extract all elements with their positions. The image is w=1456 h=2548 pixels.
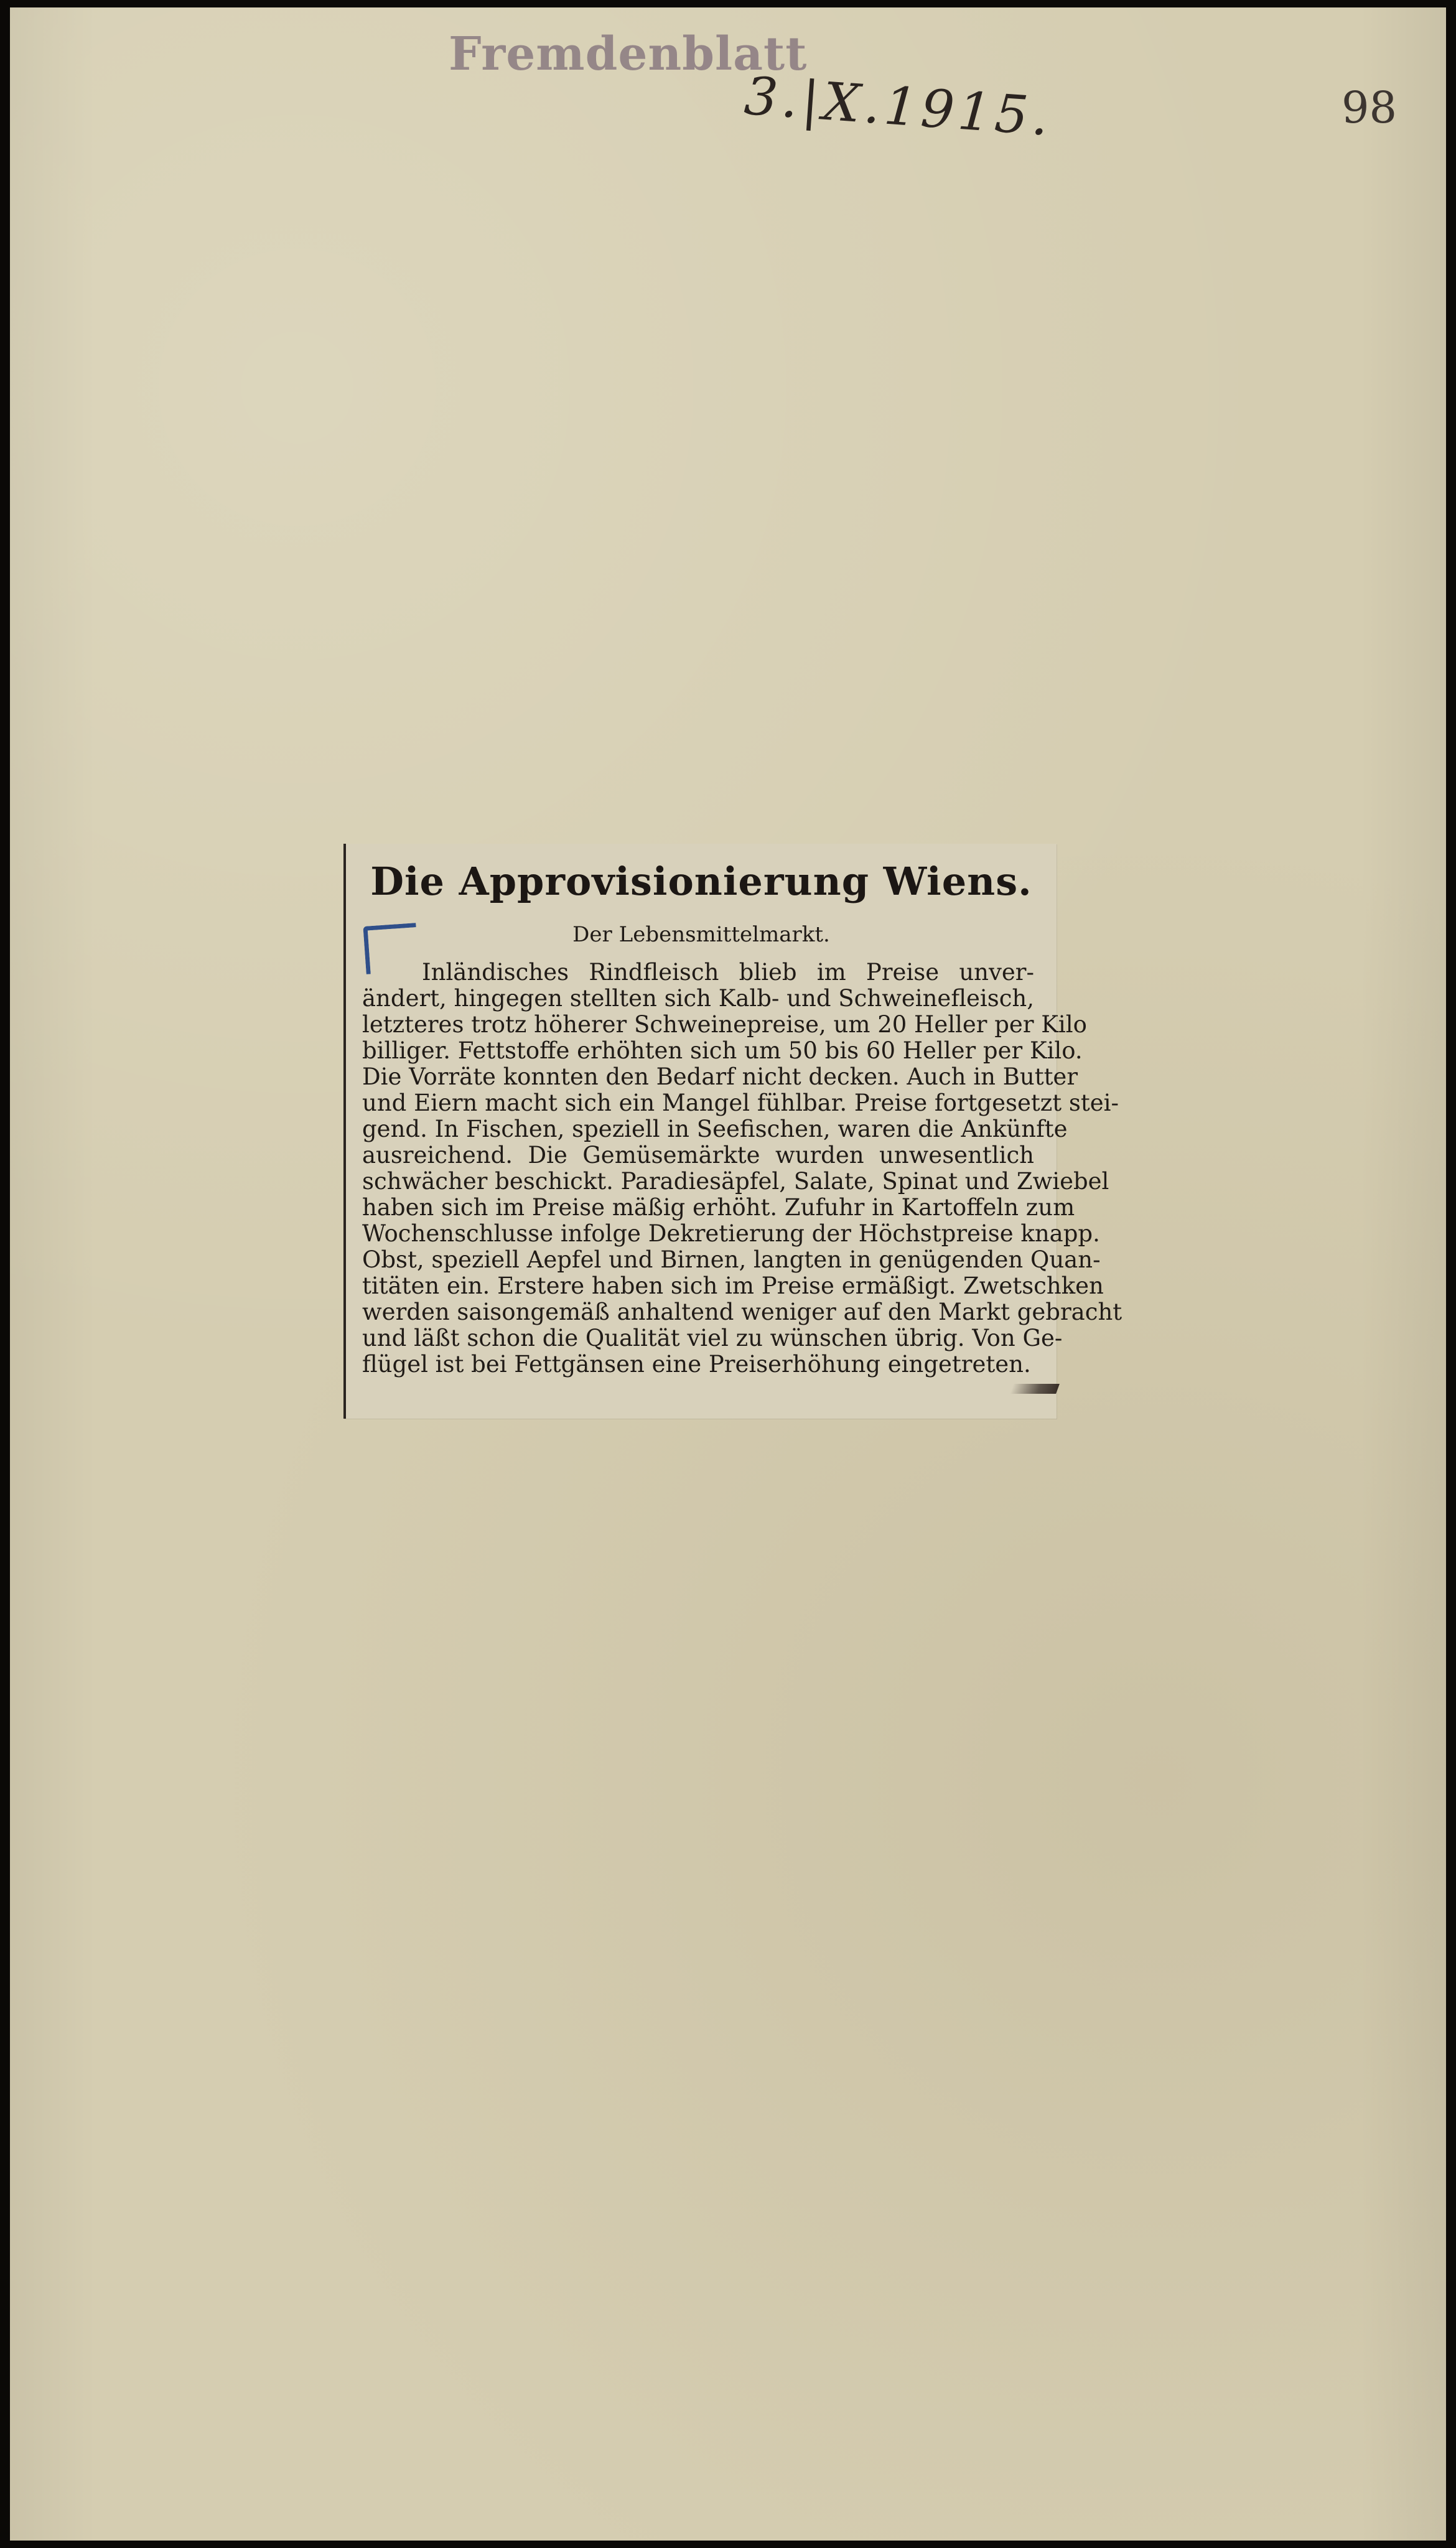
article-body	[362, 959, 1122, 1378]
newspaper-clipping	[343, 844, 1122, 1419]
article-line: Wochenschlusse infolge Dekretierung der Höchstpreise knapp.	[362, 1220, 1100, 1247]
article-line: billiger. Fettstoffe erhöhten sich um 50 bis 60 Heller per Kilo.	[362, 1037, 1083, 1064]
article-line: werden saisongemäß anhaltend weniger auf den Markt gebracht	[362, 1299, 1122, 1325]
article-line: titäten ein. Erstere haben sich im Preise ermäßigt. Zwetschken	[362, 1272, 1104, 1299]
newspaper-stamp: Fremdenblatt	[449, 27, 808, 81]
document-sheet	[10, 7, 1446, 2541]
article-line: schwächer beschickt. Paradiesäpfel, Salate, Spinat und Zwiebel	[362, 1168, 1109, 1195]
article-line: und läßt schon die Qualität viel zu wünschen übrig. Von Ge-	[362, 1325, 1063, 1351]
ink-flourish	[1010, 1384, 1060, 1394]
article-subtitle: Der Lebensmittelmarkt.	[572, 922, 830, 947]
article-line: Obst, speziell Aepfel und Birnen, langten in genügenden Quan-	[362, 1246, 1101, 1273]
article-line: und Eiern macht sich ein Mangel fühlbar. Preise fortgesetzt stei-	[362, 1090, 1119, 1116]
article-line: Die Vorräte konnten den Bedarf nicht decken. Auch in Butter	[362, 1063, 1078, 1090]
article-line: ausreichend. Die Gemüsemärkte wurden unwesentlich	[362, 1142, 1034, 1169]
article-line: haben sich im Preise mäßig erhöht. Zufuhr in Kartoffeln zum	[362, 1194, 1075, 1221]
article-title: Die Approvisionierung Wiens.	[370, 859, 1032, 904]
article-line: gend. In Fischen, speziell in Seefischen, waren die Ankünfte	[362, 1116, 1068, 1142]
page-number: 98	[1342, 82, 1398, 133]
article-line: Inländisches Rindfleisch blieb im Preise unver-	[422, 959, 1034, 986]
article-line: flügel ist bei Fettgänsen eine Preiserhöhung eingetreten.	[362, 1351, 1031, 1378]
article-line: letzteres trotz höherer Schweinepreise, um 20 Heller per Kilo	[362, 1011, 1087, 1038]
handwritten-date: 3.|X.1915.	[742, 65, 1055, 148]
article-line: ändert, hingegen stellten sich Kalb- und Schweinefleisch,	[362, 985, 1035, 1012]
